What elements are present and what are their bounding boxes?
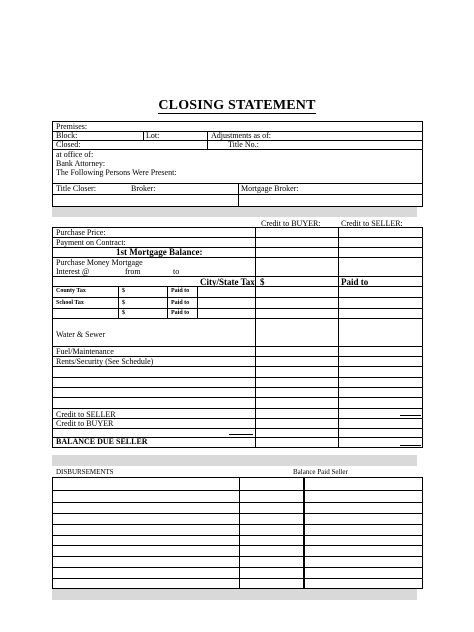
- page-title: CLOSING STATEMENT: [158, 98, 316, 113]
- from-label: from: [125, 267, 141, 276]
- purchase-price-label: Purchase Price:: [56, 228, 106, 237]
- title-closer-label: Title Closer:: [56, 184, 96, 193]
- county-tax-paid-to: Paid to: [171, 288, 190, 294]
- credit-to-buyer-header: Credit to BUYER:: [261, 219, 321, 228]
- other-tax-dollar: $: [122, 310, 125, 316]
- other-tax-paid-to: Paid to: [171, 310, 190, 316]
- county-tax-dollar: $: [122, 288, 125, 294]
- to-label: to: [173, 267, 180, 276]
- city-tax-dollar: $: [260, 277, 265, 287]
- rents-label: Rents/Security (See Schedule): [56, 357, 154, 366]
- credit-buyer-label: Credit to BUYER: [56, 419, 114, 428]
- header-shade-bar: [52, 207, 417, 217]
- premises-label: Premises:: [56, 122, 88, 131]
- water-sewer-label: Water & Sewer: [56, 330, 106, 339]
- balance-due-blank: [400, 445, 421, 446]
- interest-label: Interest @: [56, 267, 90, 276]
- city-state-tax-label: City/State Tax: [200, 277, 255, 287]
- mortgage-broker-label: Mortgage Broker:: [241, 184, 299, 193]
- disbursements-shade-bar: [52, 589, 417, 600]
- block-label: Block:: [56, 131, 78, 140]
- buyer-credit-blank: [229, 434, 253, 435]
- adjustments-label: Adjustments as of:: [211, 131, 271, 140]
- seller-credit-blank: [400, 415, 421, 416]
- school-tax-label: School Tax: [56, 300, 84, 306]
- title-no-label: Title No.:: [228, 140, 259, 149]
- pmm-label: Purchase Money Mortgage: [56, 258, 143, 267]
- payment-contract-label: Payment on Contract:: [56, 238, 126, 247]
- school-tax-dollar: $: [122, 300, 125, 306]
- balance-due-label: BALANCE DUE SELLER: [56, 437, 148, 446]
- city-tax-paid-to: Paid to: [341, 277, 369, 287]
- fuel-label: Fuel/Maintenance: [56, 347, 114, 356]
- school-tax-paid-to: Paid to: [171, 300, 190, 306]
- at-office-label: at office of:: [56, 150, 94, 159]
- disbursements-table: [52, 477, 423, 589]
- broker-label: Broker:: [131, 184, 156, 193]
- main-shade-bar: [52, 455, 417, 466]
- county-tax-label: County Tax: [56, 288, 86, 294]
- credit-seller-label: Credit to SELLER: [56, 410, 116, 419]
- lot-label: Lot:: [146, 131, 160, 140]
- closed-label: Closed:: [56, 140, 81, 149]
- credit-to-seller-header: Credit to SELLER:: [341, 219, 403, 228]
- bank-attorney-label: Bank Attorney:: [56, 159, 106, 168]
- persons-present-label: The Following Persons Were Present:: [56, 168, 177, 177]
- balance-paid-seller-label: Balance Paid Seller: [293, 468, 348, 476]
- first-mortgage-label: 1st Mortgage Balance:: [116, 247, 203, 257]
- disbursements-label: DISBURSEMENTS: [56, 468, 114, 476]
